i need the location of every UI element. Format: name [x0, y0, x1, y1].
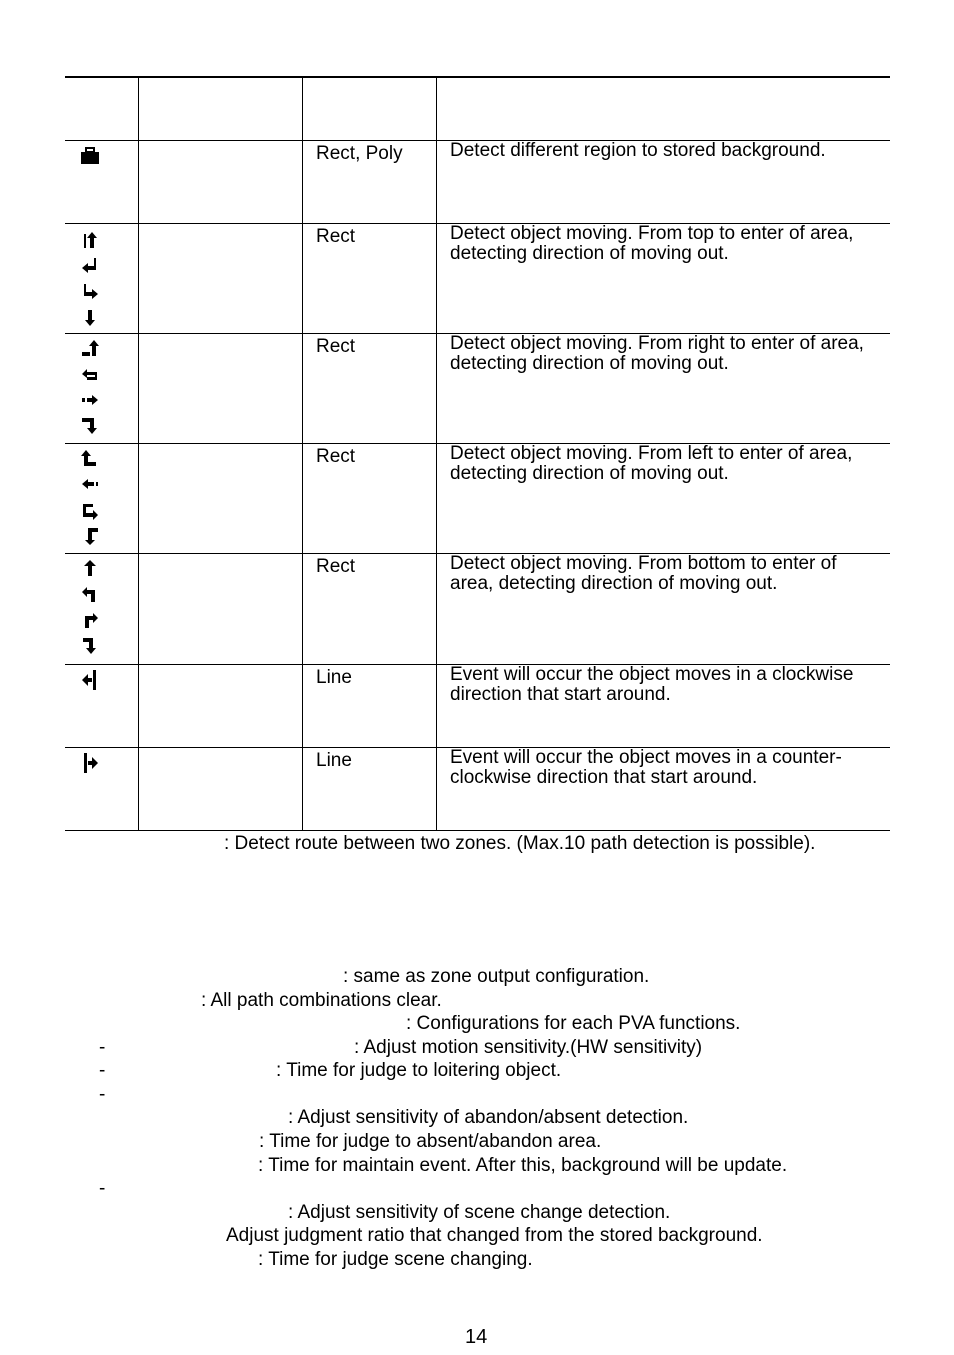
- briefcase-icon: [80, 147, 100, 167]
- arrow-left-in-up-icon: [80, 448, 100, 468]
- arrow-right-in-down-icon: [80, 416, 100, 436]
- function-description: Event will occur the object moves in a counter-clockwise direction that start around.: [450, 747, 842, 788]
- maintain-time-text: : Time for maintain event. After this, background will be update.: [258, 1155, 788, 1176]
- function-description: Detect object moving. From right to enter of area, detecting direction of moving out.: [450, 333, 864, 374]
- region-type: Rect: [316, 556, 356, 577]
- clear-all-text: : All path combinations clear.: [201, 990, 442, 1011]
- arrow-left-in-right-icon: [80, 500, 100, 520]
- table-row: [65, 664, 890, 748]
- arrow-left-in-down-icon: [80, 526, 100, 546]
- scene-time-text: : Time for judge scene changing.: [258, 1249, 533, 1270]
- bullet-dash: -: [99, 1084, 106, 1105]
- region-type: Rect: [316, 446, 356, 467]
- arrow-bottom-in-right-icon: [80, 610, 100, 630]
- path-detect-text: : Detect route between two zones. (Max.10 path detection is possible).: [224, 833, 816, 854]
- bullet-dash: -: [99, 1178, 106, 1199]
- arrow-top-in-down-icon: [80, 308, 100, 328]
- bullet-dash: -: [99, 1037, 106, 1058]
- function-description: Detect object moving. From top to enter of area, detecting direction of moving out.: [450, 223, 854, 264]
- line-counterclockwise-icon: [80, 752, 100, 772]
- table-row: [65, 443, 890, 554]
- table-row: [65, 747, 890, 831]
- abandon-sensitivity-text: : Adjust sensitivity of abandon/absent detection.: [288, 1107, 689, 1128]
- ratio-text: Adjust judgment ratio that changed from the stored background.: [226, 1225, 763, 1246]
- region-type: Rect: [316, 226, 356, 247]
- output-config-text: : same as zone output configuration.: [343, 966, 650, 987]
- bullet-dash: -: [99, 1060, 106, 1081]
- arrow-right-in-right-icon: [80, 390, 100, 410]
- arrow-top-in-up-icon: [80, 230, 100, 250]
- function-description: Detect different region to stored background.: [450, 140, 826, 161]
- table-bottom-rule: [65, 830, 890, 831]
- table-row: [65, 140, 890, 224]
- region-type: Line: [316, 750, 352, 771]
- function-description: Event will occur the object moves in a clockwise direction that start around.: [450, 664, 854, 705]
- function-description: Detect object moving. From bottom to enter of area, detecting direction of moving out.: [450, 553, 837, 594]
- arrow-bottom-in-up-icon: [80, 558, 100, 578]
- arrow-bottom-in-left-icon: [80, 584, 100, 604]
- region-type: Rect: [316, 336, 356, 357]
- arrow-left-in-left-icon: [80, 474, 100, 494]
- loitering-time-text: : Time for judge to loitering object.: [276, 1060, 562, 1081]
- region-type: Rect, Poly: [316, 143, 403, 164]
- table-row: [65, 333, 890, 444]
- arrow-top-in-left-icon: [80, 256, 100, 276]
- scene-sensitivity-text: : Adjust sensitivity of scene change detection.: [288, 1202, 671, 1223]
- arrow-bottom-in-down-icon: [80, 636, 100, 656]
- function-description: Detect object moving. From left to enter of area, detecting direction of moving out.: [450, 443, 853, 484]
- pva-config-text: : Configurations for each PVA functions.: [406, 1013, 741, 1034]
- absent-time-text: : Time for judge to absent/abandon area.: [259, 1131, 602, 1152]
- arrow-right-in-up-icon: [80, 338, 100, 358]
- table-row: [65, 553, 890, 665]
- arrow-top-in-right-icon: [80, 282, 100, 302]
- region-type: Line: [316, 667, 352, 688]
- arrow-right-in-left-icon: [80, 364, 100, 384]
- line-clockwise-icon: [80, 669, 100, 689]
- table-top-rule: [65, 76, 890, 78]
- page-number: 14: [465, 1326, 488, 1348]
- table-row: [65, 223, 890, 334]
- motion-sensitivity-text: : Adjust motion sensitivity.(HW sensitivity): [354, 1037, 703, 1058]
